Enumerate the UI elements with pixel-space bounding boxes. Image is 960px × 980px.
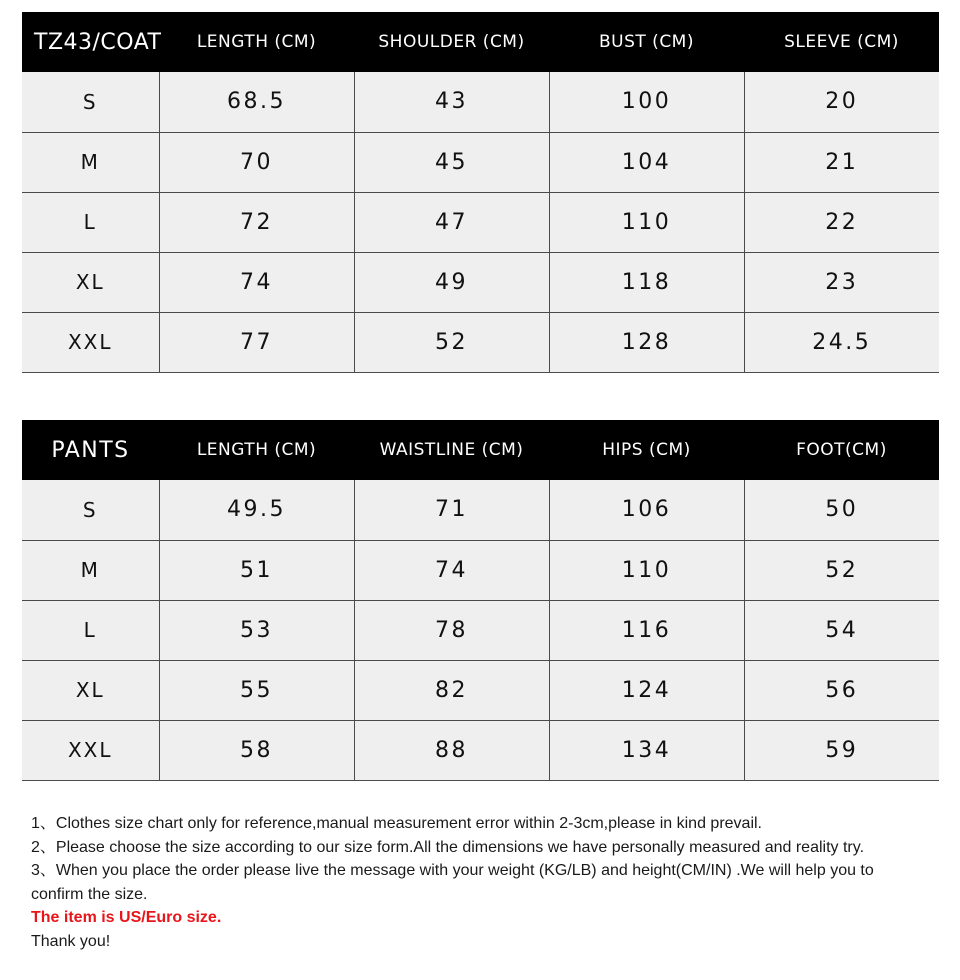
column-header: LENGTH (CM) xyxy=(196,32,317,52)
table-row xyxy=(22,192,939,252)
table-cell: 68.5 xyxy=(159,72,354,132)
table-cell: 47 xyxy=(354,192,549,252)
table-cell: 118 xyxy=(549,252,744,312)
table-cell: 52 xyxy=(354,312,549,372)
note-line: 1、Clothes size chart only for reference,manual measurement error within 2-3cm,please in kind prevail. xyxy=(31,815,762,832)
size-label: S xyxy=(22,72,159,132)
table-row xyxy=(22,600,939,660)
pants-header-row xyxy=(22,420,939,480)
table-cell: 52 xyxy=(744,540,939,600)
table-cell: 100 xyxy=(549,72,744,132)
pants-size-table xyxy=(22,420,939,781)
table-cell: 58 xyxy=(159,720,354,780)
table-row xyxy=(22,252,939,312)
table-cell: 74 xyxy=(354,540,549,600)
column-header: LENGTH (CM) xyxy=(196,440,317,460)
table-cell: 22 xyxy=(744,192,939,252)
note-line: 3、When you place the order please live the message with your weight (KG/LB) and height(CM/IN) .We will help you to confirm the size. xyxy=(31,862,874,903)
table-cell: 24.5 xyxy=(744,312,939,372)
column-header: HIPS (CM) xyxy=(602,440,691,460)
table-cell: 128 xyxy=(549,312,744,372)
table-cell: 110 xyxy=(549,192,744,252)
table-row xyxy=(22,132,939,192)
thank-you-text: Thank you! xyxy=(31,932,111,950)
table-row xyxy=(22,720,939,780)
table-cell: 23 xyxy=(744,252,939,312)
note-line: 2、Please choose the size according to our size form.All the dimensions we have personally measured and reality try. xyxy=(31,838,865,856)
size-label: XXL xyxy=(22,720,159,780)
column-header: WAISTLINE (CM) xyxy=(379,440,524,460)
table-row xyxy=(22,660,939,720)
table-cell: 55 xyxy=(159,660,354,720)
table-cell: 20 xyxy=(744,72,939,132)
size-label: XXL xyxy=(22,312,159,372)
table-cell: 110 xyxy=(549,540,744,600)
table-cell: 74 xyxy=(159,252,354,312)
table-cell: 51 xyxy=(159,540,354,600)
size-notes xyxy=(31,812,911,953)
table-cell: 104 xyxy=(549,132,744,192)
column-header: BUST (CM) xyxy=(599,32,694,52)
coat-size-table xyxy=(22,12,939,373)
table-cell: 116 xyxy=(549,600,744,660)
column-header: FOOT(CM) xyxy=(796,440,887,460)
table-cell: 124 xyxy=(549,660,744,720)
size-label: L xyxy=(22,600,159,660)
table-cell: 82 xyxy=(354,660,549,720)
table-cell: 59 xyxy=(744,720,939,780)
table-cell: 106 xyxy=(549,480,744,540)
coat-table-title: TZ43/COAT xyxy=(34,29,162,55)
coat-header-row xyxy=(22,12,939,72)
column-header: SLEEVE (CM) xyxy=(784,32,899,52)
table-cell: 56 xyxy=(744,660,939,720)
pants-table-title: PANTS xyxy=(51,437,130,463)
size-label: S xyxy=(22,480,159,540)
size-label: M xyxy=(22,132,159,192)
table-row xyxy=(22,480,939,540)
table-cell: 72 xyxy=(159,192,354,252)
table-cell: 78 xyxy=(354,600,549,660)
table-cell: 45 xyxy=(354,132,549,192)
table-cell: 70 xyxy=(159,132,354,192)
table-cell: 77 xyxy=(159,312,354,372)
column-header: SHOULDER (CM) xyxy=(378,32,525,52)
table-row xyxy=(22,312,939,372)
size-label: XL xyxy=(22,252,159,312)
table-cell: 50 xyxy=(744,480,939,540)
table-row xyxy=(22,540,939,600)
size-label: L xyxy=(22,192,159,252)
size-label: XL xyxy=(22,660,159,720)
size-label: M xyxy=(22,540,159,600)
table-cell: 49 xyxy=(354,252,549,312)
table-cell: 49.5 xyxy=(159,480,354,540)
table-cell: 134 xyxy=(549,720,744,780)
size-region-notice: The item is US/Euro size. xyxy=(31,909,222,926)
table-cell: 71 xyxy=(354,480,549,540)
table-row xyxy=(22,72,939,132)
table-cell: 54 xyxy=(744,600,939,660)
table-cell: 88 xyxy=(354,720,549,780)
table-cell: 53 xyxy=(159,600,354,660)
table-cell: 21 xyxy=(744,132,939,192)
table-cell: 43 xyxy=(354,72,549,132)
